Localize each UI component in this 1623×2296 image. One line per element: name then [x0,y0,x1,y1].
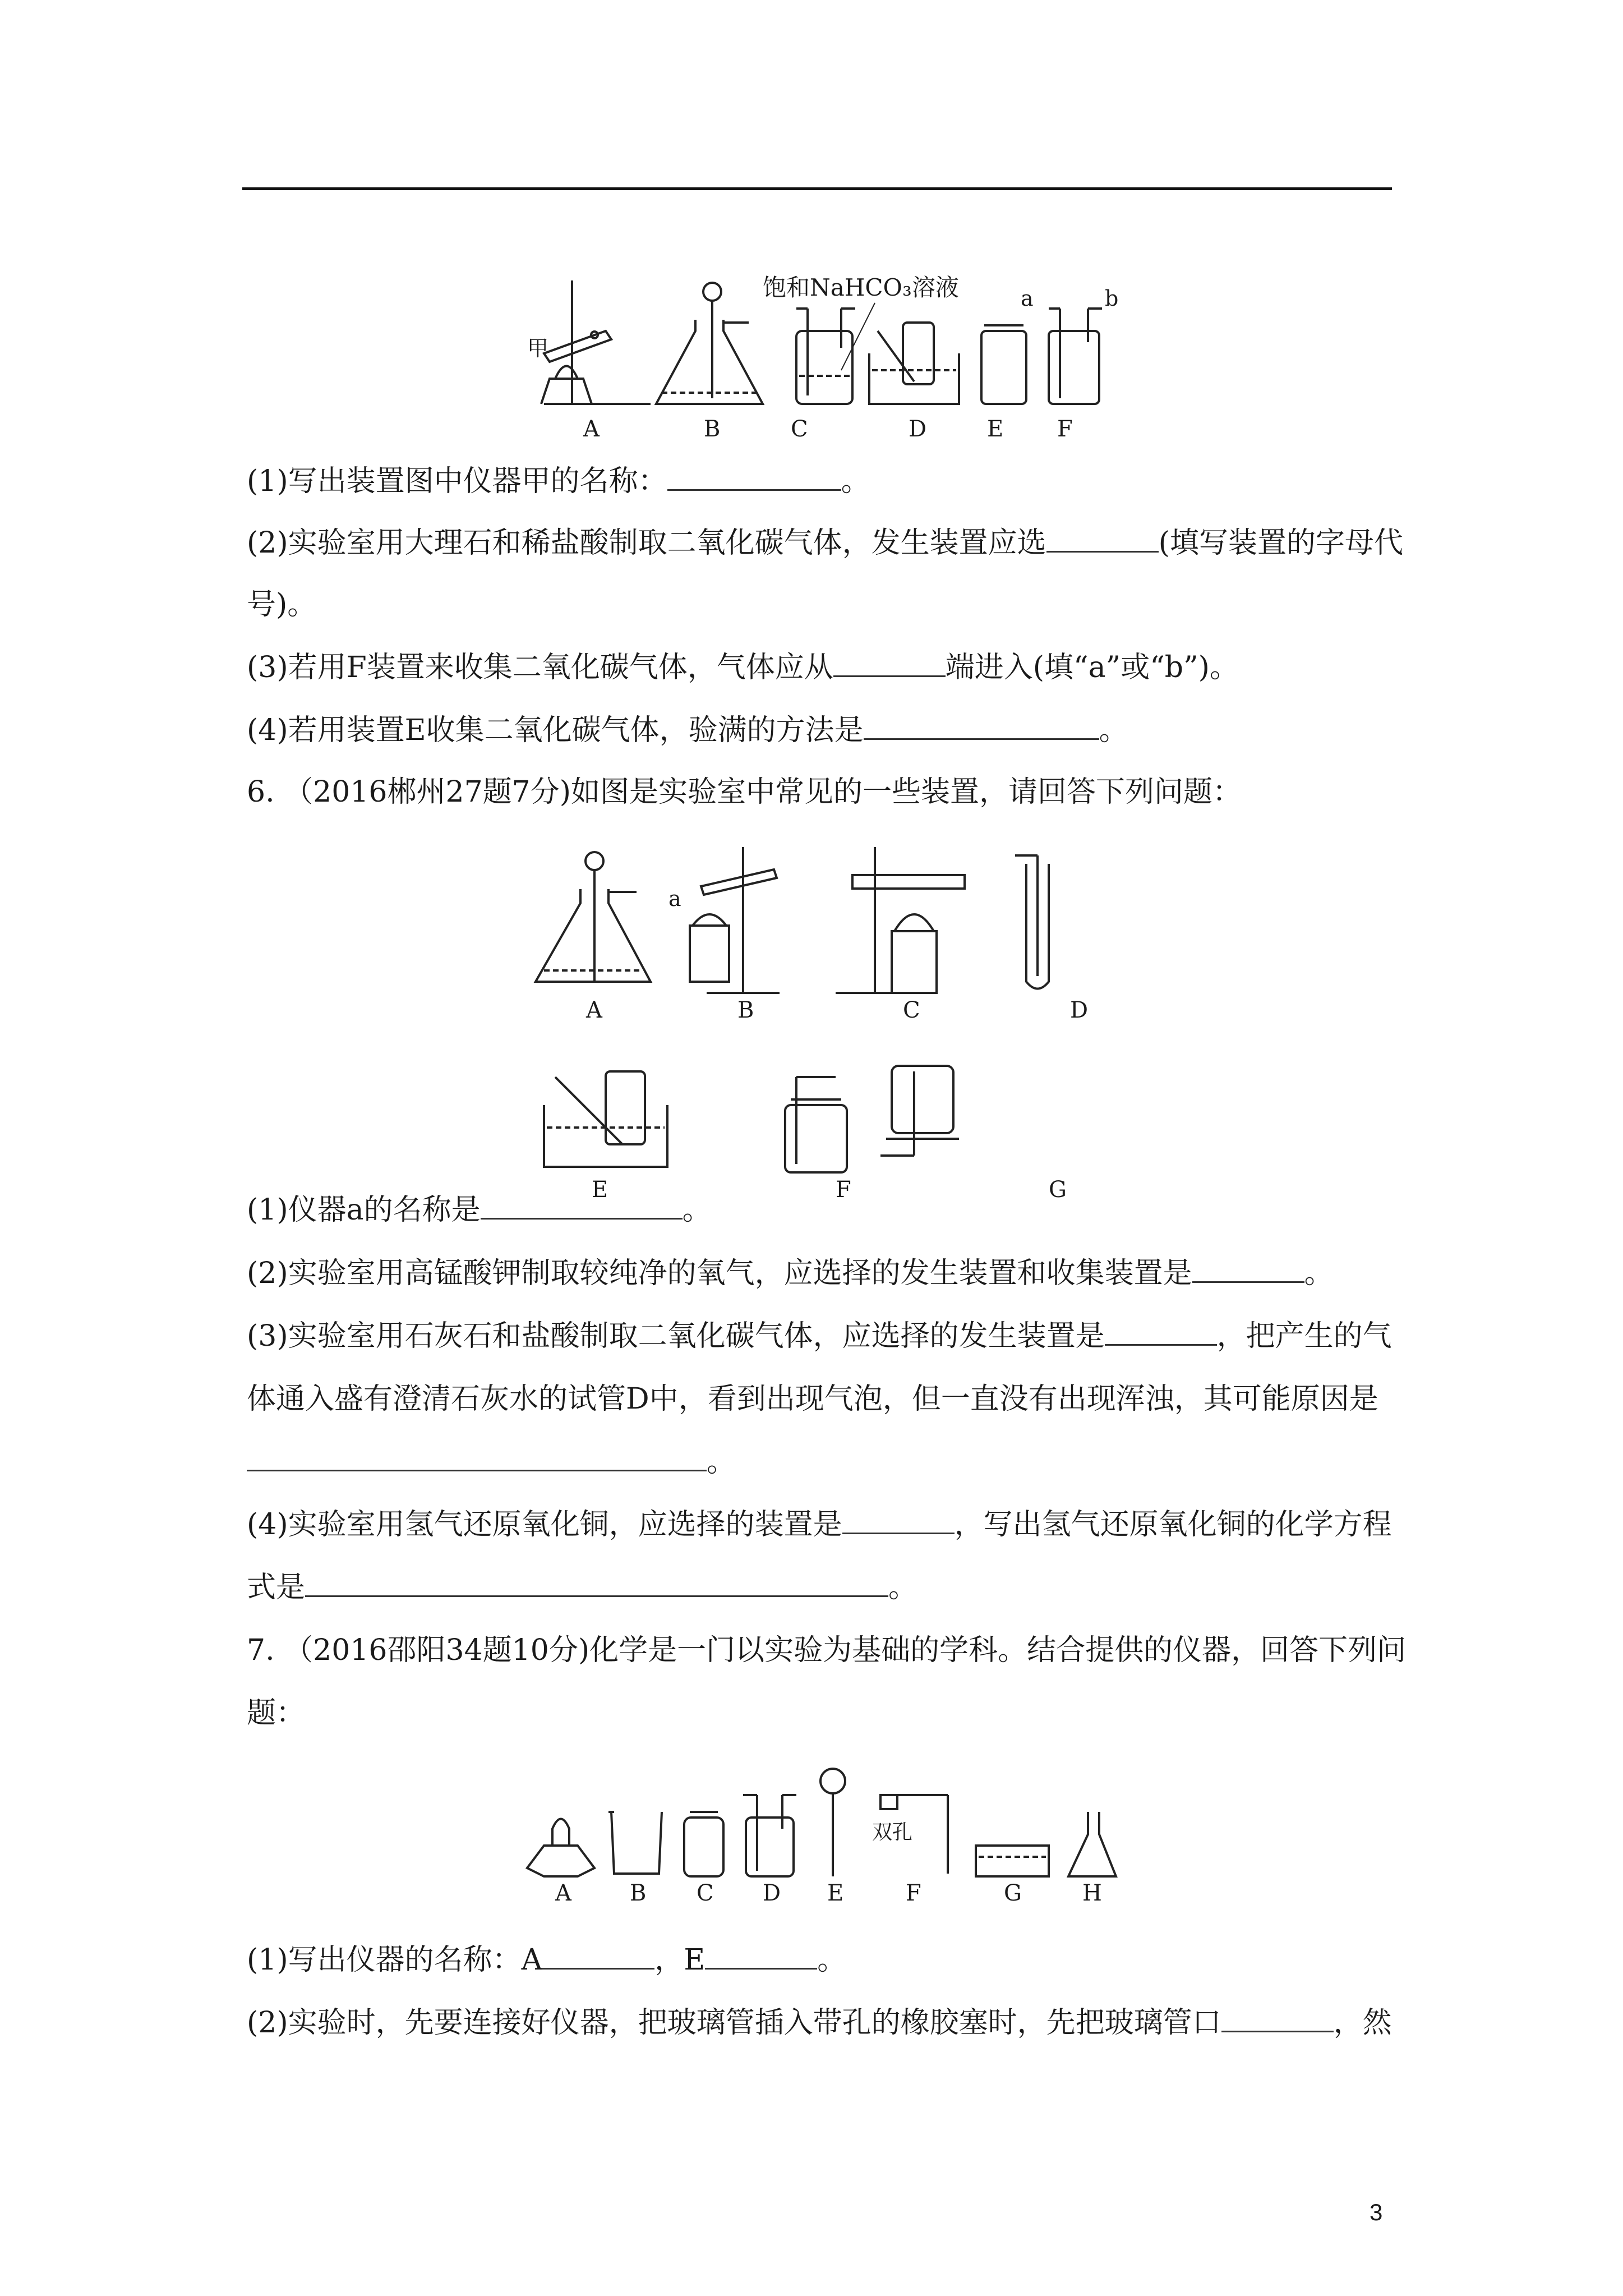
letter-d: D [763,1880,781,1906]
page-number: 3 [1370,2199,1383,2225]
answer-blank[interactable] [1221,2008,1334,2032]
label-jia: 甲 [527,336,549,361]
q5-line-2: (2)实验室用大理石和稀盐酸制取二氧化碳气体，发生装置应选 (填写装置的字母代 [247,526,1403,560]
letter-e: E [827,1880,844,1906]
letter-a: A [586,997,602,1023]
answer-blank[interactable] [305,1573,888,1597]
label-a2: a [668,886,681,911]
q6-line-1: (1)仪器a的名称是 。 [247,1193,712,1227]
q5-line-5: (4)若用装置E收集二氧化碳气体，验满的方法是 。 [247,714,1128,747]
answer-blank[interactable] [833,653,946,677]
letter-d: D [1070,997,1089,1023]
answer-blank[interactable] [705,1945,817,1970]
letter-f: F [1057,416,1073,442]
letter-c: C [697,1880,714,1906]
answer-blank[interactable] [667,467,841,491]
letter-d: D [909,416,927,442]
letter-g: G [1049,1177,1067,1203]
apparatus-figure-2 [522,841,1127,1203]
label-a: a [1021,286,1034,311]
letter-a: A [555,1880,571,1906]
letter-e: E [592,1177,608,1203]
letter-h: H [1082,1880,1102,1906]
label-b: b [1105,286,1119,311]
q6-line-6: (4)实验室用氢气还原氧化铜，应选择的装置是 ，写出氢气还原氧化铜的化学方程 [247,1508,1392,1542]
q5-line-3: 号)。 [247,588,317,622]
q5-line-1: (1)写出装置图中仪器甲的名称： 。 [247,464,870,498]
letter-e: E [987,416,1004,442]
q6-line-3: (3)实验室用石灰石和盐酸制取二氧化碳气体，应选择的发生装置是 ，把产生的气 [247,1319,1392,1353]
q6-intro: 6. （2016郴州27题7分)如图是实验室中常见的一些装置，请回答下列问题： [247,775,1242,809]
q7-intro: 7. （2016邵阳34题10分)化学是一门以实验为基础的学科。结合提供的仪器，回答下列问 [247,1634,1407,1667]
q7-intro-2: 题： [247,1696,306,1730]
letter-g: G [1004,1880,1022,1906]
answer-blank[interactable] [542,1945,654,1970]
q6-line-4: 体通入盛有澄清石灰水的试管D中，看到出现气泡，但一直没有出现浑浊，其可能原因是 [247,1382,1378,1416]
answer-blank[interactable] [1046,528,1159,553]
q6-line-2: (2)实验室用高锰酸钾制取较纯净的氧气，应选择的发生装置和收集装置是 。 [247,1257,1334,1290]
letter-f: F [836,1177,851,1203]
label-nahco3: 饱和NaHCO₃溶液 [763,274,959,301]
header-rule [242,187,1392,190]
answer-blank[interactable] [247,1447,707,1471]
q6-line-7: 式是 。 [247,1571,918,1604]
letter-b: B [737,997,754,1023]
q7-line-1: (1)写出仪器的名称：A ，E 。 [247,1943,847,1977]
letter-f: F [906,1880,921,1906]
letter-b: B [630,1880,647,1906]
q5-line-4: (3)若用F装置来收集二氧化碳气体，气体应从 端进入(填“a”或“b”)。 [247,651,1239,684]
q6-line-5: 。 [247,1444,1391,1480]
answer-blank[interactable] [1192,1259,1304,1283]
answer-blank[interactable] [842,1510,955,1534]
letter-c: C [903,997,920,1023]
q7-line-2: (2)实验时，先要连接好仪器，把玻璃管插入带孔的橡胶塞时，先把玻璃管口 ，然 [247,2006,1392,2040]
apparatus-figure-1 [527,269,1133,454]
answer-blank[interactable] [864,716,1099,740]
answer-blank[interactable] [481,1195,683,1220]
letter-a: A [583,416,600,442]
label-shuangkong: 双孔 [872,1821,913,1844]
answer-blank[interactable] [1105,1322,1217,1346]
letter-b: B [704,416,721,442]
letter-c: C [791,416,808,442]
apparatus-figure-3 [522,1761,1122,1906]
